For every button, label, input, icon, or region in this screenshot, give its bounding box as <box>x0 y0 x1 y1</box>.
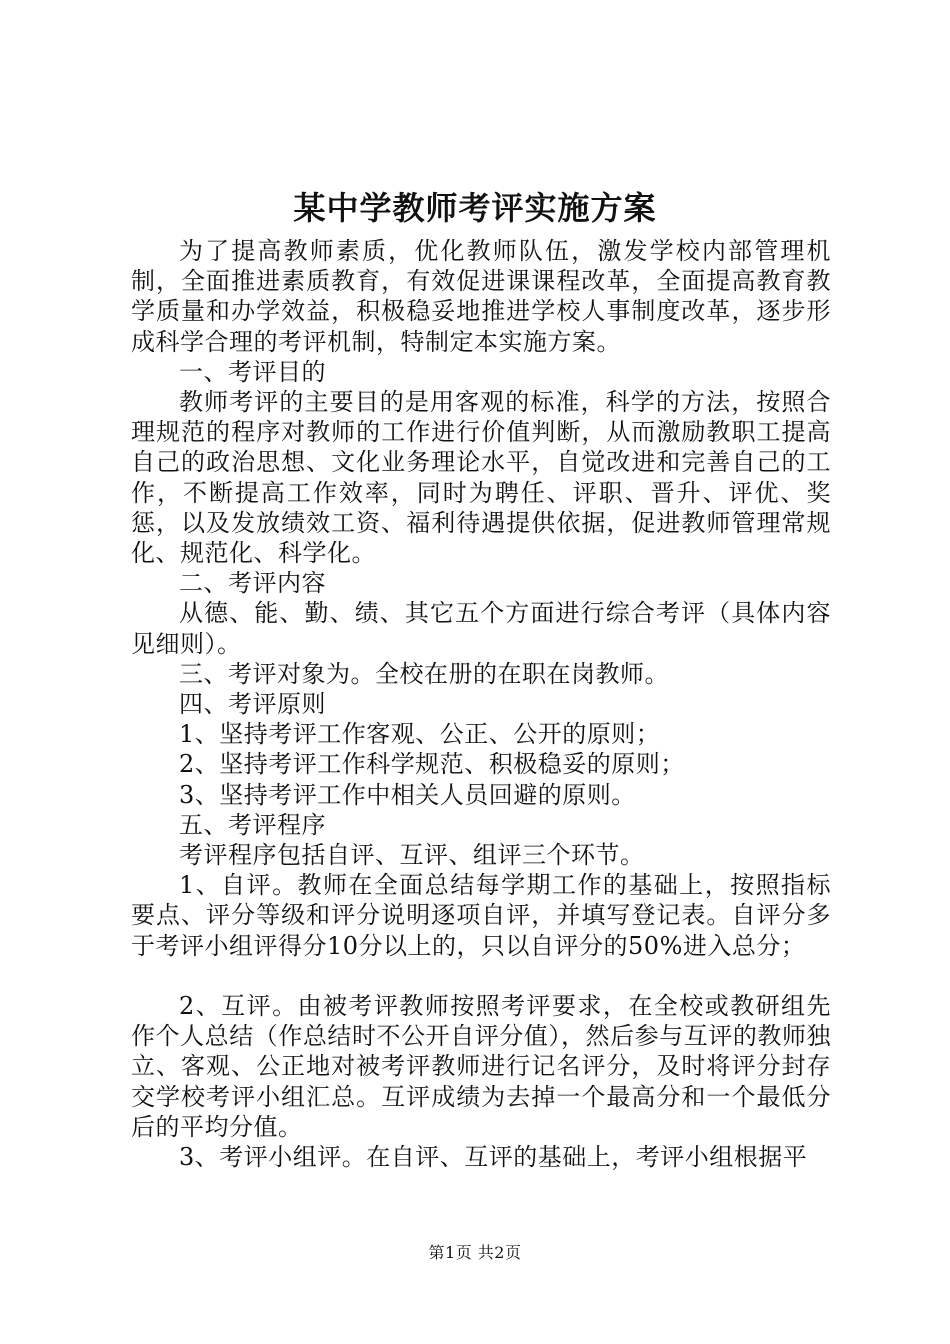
principle-item-3: 3、坚持考评工作中相关人员回避的原则。 <box>179 780 636 809</box>
procedure-overview: 考评程序包括自评、互评、组评三个环节。 <box>179 841 645 870</box>
principle-item-1: 1、坚持考评工作客观、公正、公开的原则； <box>179 720 661 749</box>
document-title: 某中学教师考评实施方案 <box>293 189 657 227</box>
blank-line <box>131 961 831 991</box>
section-heading-target: 三、考评对象为。全校在册的在职在岗教师。 <box>179 659 669 688</box>
section-heading-principles: 四、考评原则 <box>179 690 326 719</box>
intro-paragraph: 为了提高教师素质，优化教师队伍，激发学校内部管理机制，全面推进素质教育，有效促进课课程改革，全面提高教育教学质量和办学效益，积极稳妥地推进学校人事制度改革，逐步形成科学合理的考评机制，特制定本实施方案。 <box>131 237 831 356</box>
section-heading-procedure: 五、考评程序 <box>179 810 326 839</box>
procedure-self-evaluation: 1、自评。教师在全面总结每学期工作的基础上，按照指标要点、评分等级和评分说明逐项自评，并填写登记表。自评分多于考评小组评得分10分以上的，只以自评分的50%进入总分； <box>131 871 831 960</box>
document-body <box>131 236 831 1172</box>
procedure-peer-evaluation: 2、互评。由被考评教师按照考评要求，在全校或教研组先作个人总结（作总结时不公开自评分值），然后参与互评的教师独立、客观、公正地对被考评教师进行记名评分，及时将评分封存交学校考评小组汇总。互评成绩为去掉一个最高分和一个最低分后的平均分值。 <box>131 992 831 1141</box>
page-indicator: 第1页 共2页 <box>428 1243 522 1262</box>
purpose-paragraph: 教师考评的主要目的是用客观的标准，科学的方法，按照合理规范的程序对教师的工作进行价值判断，从而激励教职工提高自己的政治思想、文化业务理论水平，自觉改进和完善自己的工作，不断提高工作效率，同时为聘任、评职、晋升、评优、奖惩，以及发放绩效工资、福利待遇提供依据，促进教师管理常规化、规范化、科学化。 <box>131 388 831 568</box>
procedure-group-evaluation: 3、考评小组评。在自评、互评的基础上，考评小组根据平 <box>179 1143 808 1172</box>
section-heading-content: 二、考评内容 <box>179 569 326 598</box>
principle-item-2: 2、坚持考评工作科学规范、积极稳妥的原则； <box>179 750 685 779</box>
content-paragraph: 从德、能、勤、绩、其它五个方面进行综合考评（具体内容见细则）。 <box>131 599 831 658</box>
section-heading-purpose: 一、考评目的 <box>179 357 326 386</box>
